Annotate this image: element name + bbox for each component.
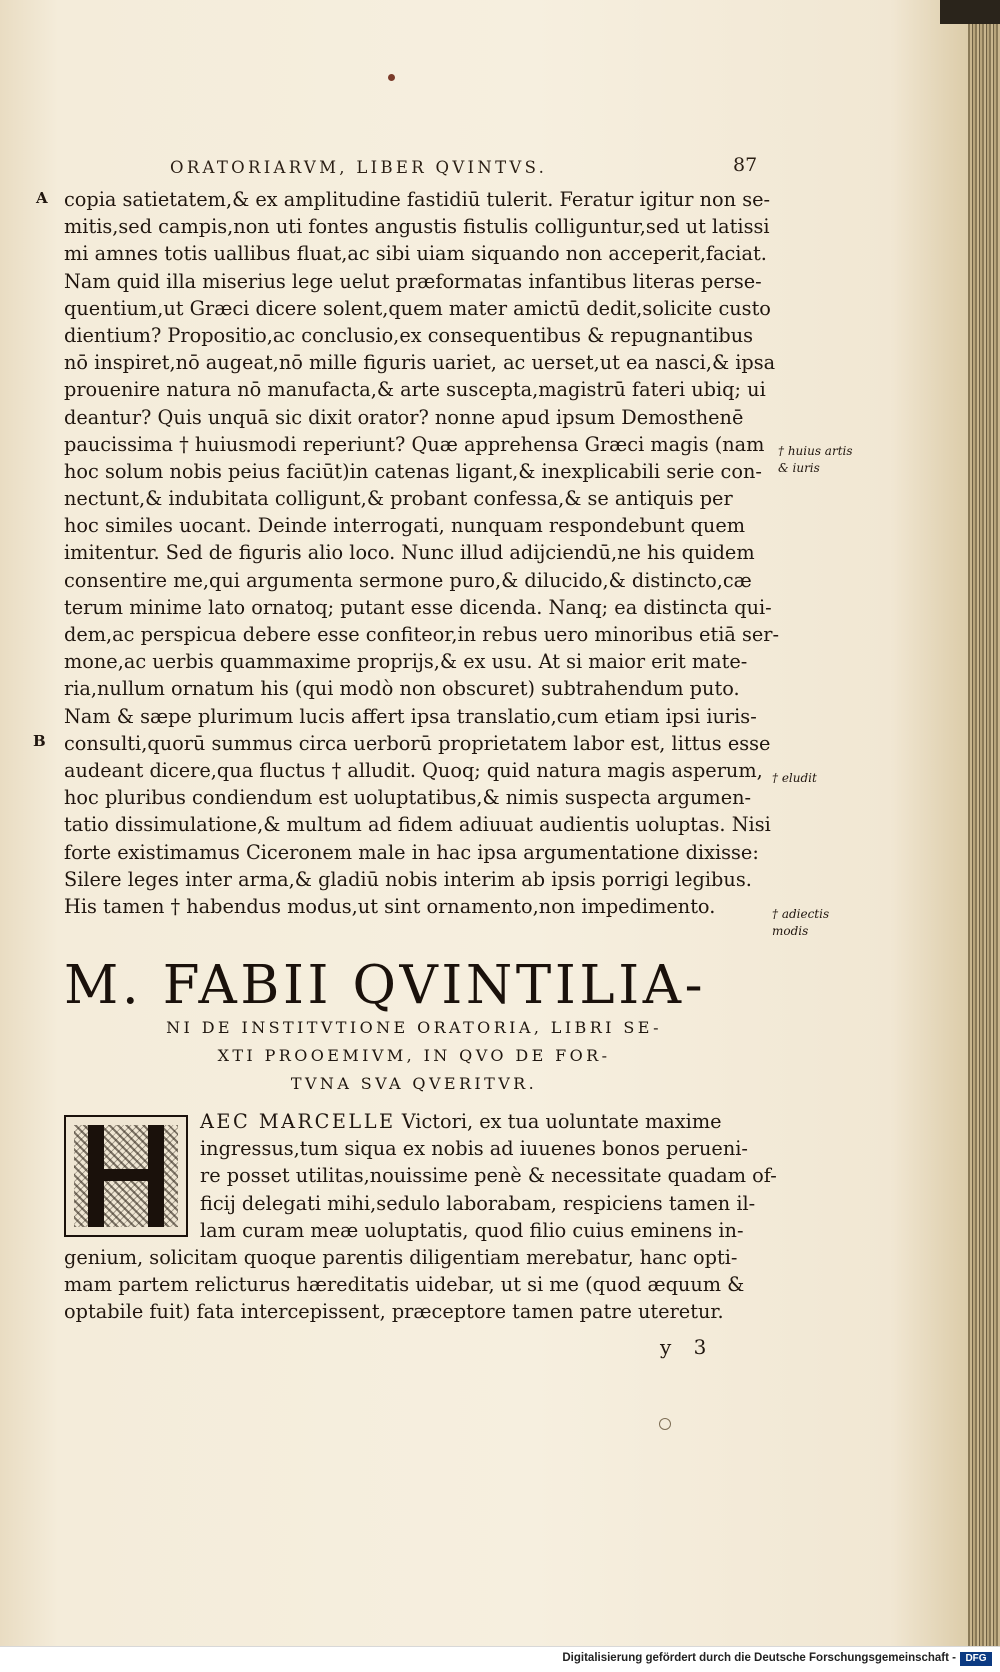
chapter-subheading: XTI PROOEMIVM, IN QVO DE FOR- xyxy=(217,1046,611,1065)
margin-note-line: † adiectis xyxy=(772,907,830,921)
text-line: copia satietatem,& ex amplitudine fastidiū tulerit. Feratur igitur non se- xyxy=(64,188,771,211)
text-line: dem,ac perspicua debere esse confiteor,in rebus uero minoribus etiā ser- xyxy=(64,623,780,646)
signature-mark: y 3 xyxy=(660,1335,715,1359)
text-line: paucissima † huiusmodi reperiunt? Quæ apprehensa Græci magis (nam xyxy=(64,432,765,456)
margin-note-line: modis xyxy=(772,924,809,938)
text-line: nō inspiret,nō augeat,nō mille figuris uariet, ac uerset,ut ea nasci,& ipsa xyxy=(64,351,776,375)
text-line: hoc similes uocant. Deinde interrogati, nunquam respondebunt quem xyxy=(64,514,746,538)
text-line xyxy=(200,1108,780,1135)
text-line: ficij delegati mihi,sedulo laborabam, respiciens tamen il- xyxy=(200,1191,756,1215)
running-head: ORATORIARVM, LIBER QVINTVS. xyxy=(170,158,548,177)
dfg-logo: DFG xyxy=(960,1652,992,1666)
text-line: audeant dicere,qua fluctus † alludit. Quoq; quid natura magis asperum, xyxy=(64,758,763,782)
text-line: dientium? Propositio,ac conclusio,ex consequentibus & repugnantibus xyxy=(64,323,754,347)
chapter-heading: M. FABII QVINTILIA- xyxy=(64,955,707,1016)
opening-caps: AEC MARCELLE xyxy=(200,1110,396,1133)
section-marker-a: A xyxy=(36,189,48,207)
chapter-subheading: NI DE INSTITVTIONE ORATORIA, LIBRI SE- xyxy=(166,1018,662,1037)
text-line: His tamen † habendus modus,ut sint ornamento,non impedimento. xyxy=(64,894,716,918)
margin-note xyxy=(778,443,858,477)
text-line: genium, solicitam quoque parentis diligentiam merebatur, hanc opti- xyxy=(64,1246,738,1269)
opening-text xyxy=(200,1108,780,1244)
text-line: re posset utilitas,nouissime penè & necessitate quadam of- xyxy=(200,1164,777,1188)
text-line: lam curam meæ uoluptatis, quod filio cuius eminens in- xyxy=(200,1218,744,1242)
margin-note-line: & iuris xyxy=(778,461,820,475)
text-line: Nam quid illa miserius lege uelut præformatas infantibus literas perse- xyxy=(64,269,762,293)
text-line: tatio dissimulatione,& multum ad fidem adiuuat audientis uoluptas. Nisi xyxy=(64,813,771,837)
text-line: consentire me,qui argumenta sermone puro,& dilucido,& distincto,cæ xyxy=(64,568,752,592)
text-line: hoc pluribus condiendum est uoluptatibus,& nimis suspecta argumen- xyxy=(64,786,752,810)
footer-bar xyxy=(0,1646,1000,1672)
initial-stroke xyxy=(88,1169,164,1181)
text-line: mitis,sed campis,non uti fontes angustis fistulis colliguntur,sed ut latissi xyxy=(64,215,770,239)
margin-note xyxy=(772,906,852,940)
margin-note: † eludit xyxy=(772,771,817,785)
text-line: Nam & sæpe plurimum lucis affert ipsa translatio,cum etiam ipsi iuris- xyxy=(64,704,757,728)
text-line: optabile fuit) fata intercepissent, præceptore tamen patre uteretur. xyxy=(64,1300,724,1324)
text-line: mam partem relicturus hæreditatis uidebar, ut si me (quod æquum & xyxy=(64,1273,745,1297)
text-line: deantur? Quis unquā sic dixit orator? nonne apud ipsum Demosthenē xyxy=(64,405,744,429)
page-blemish xyxy=(659,1418,671,1430)
chapter-subheading: TVNA SVA QVERITVR. xyxy=(290,1074,538,1093)
opening-rest: Victori, ex tua uoluntate maxime xyxy=(395,1110,722,1133)
text-line: mi amnes totis uallibus fluat,ac sibi uiam siquando non acceperit,faciat. xyxy=(64,242,767,266)
ink-spot xyxy=(388,74,395,81)
margin-note-line: † huius artis xyxy=(778,444,853,458)
folio-number: 87 xyxy=(733,154,758,176)
text-line: mone,ac uerbis quammaxime proprijs,& ex usu. At si maior erit mate- xyxy=(64,650,748,674)
text-line: terum minime lato ornatoq; putant esse dicenda. Nanq; ea distincta qui- xyxy=(64,595,772,619)
book-edge xyxy=(968,0,1000,1646)
text-line: consulti,quorū summus circa uerborū proprietatem labor est, littus esse xyxy=(64,731,771,755)
text-line: forte existimamus Ciceronem male in hac ipsa argumentatione dixisse: xyxy=(64,840,759,864)
scan-background xyxy=(940,0,1000,24)
funding-notice: Digitalisierung gefördert durch die Deutsche Forschungsgemeinschaft - xyxy=(562,1652,956,1664)
text-line: hoc solum nobis peius faciūt)in catenas ligant,& inexplicabili serie con- xyxy=(64,459,762,483)
section-marker-b: B xyxy=(33,732,46,750)
text-line: nectunt,& indubitata colligunt,& probant confessa,& se antiquis per xyxy=(64,487,733,511)
text-line: Silere leges inter arma,& gladiū nobis interim ab ipsis porrigi legibus. xyxy=(64,867,752,891)
woodcut-initial-h xyxy=(64,1115,188,1237)
text-line: ria,nullum ornatum his (qui modò non obscuret) subtrahendum puto. xyxy=(64,677,740,701)
closing-text xyxy=(64,1244,784,1326)
text-line: prouenire natura nō manufacta,& arte suscepta,magistrū fateri ubiq; ui xyxy=(64,378,766,402)
text-line: ingressus,tum siqua ex nobis ad iuuenes bonos perueni- xyxy=(200,1137,748,1161)
text-line: imitentur. Sed de figuris alio loco. Nunc illud adijciendū,ne his quidem xyxy=(64,541,755,565)
main-text-block xyxy=(64,186,784,920)
text-line: quentium,ut Græci dicere solent,quem mater amictū dedit,solicite custo xyxy=(64,296,771,320)
